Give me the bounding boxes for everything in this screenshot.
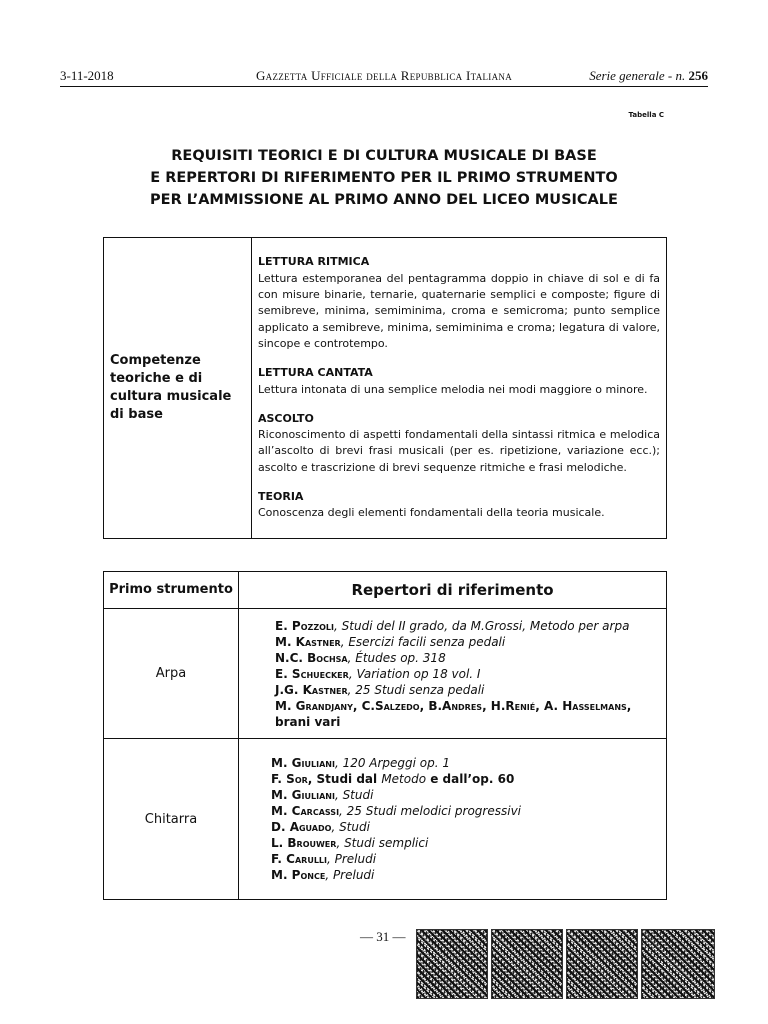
list-item: F. Carulli, Preludi bbox=[271, 852, 377, 866]
section-lettura-cantata bbox=[258, 365, 660, 398]
section-text: Riconoscimento di aspetti fondamentali della sintassi ritmica e melodica all’ascolto di brevi frasi musicali (per es. ripetizione, variazione ecc.); ascolto e trascrizione di brevi sequenze ritmiche e frasi melodiche. bbox=[258, 428, 660, 474]
datamatrix-code-icon bbox=[491, 929, 563, 999]
section-ascolto bbox=[258, 411, 660, 476]
section-teoria bbox=[258, 489, 660, 522]
list-item: D. Aguado, Studi bbox=[271, 820, 370, 834]
serie-label: Serie generale - n. bbox=[589, 68, 686, 83]
header-date: 3-11-2018 bbox=[60, 68, 114, 83]
list-item: F. Sor, Studi dal Metodo e dall’op. 60 bbox=[271, 772, 515, 786]
section-text: Lettura intonata di una semplice melodia nei modi maggiore o minore. bbox=[258, 382, 648, 396]
repertori-table bbox=[103, 571, 667, 900]
title-line-1: REQUISITI TEORICI E DI CULTURA MUSICALE DI BASE bbox=[171, 148, 597, 164]
header-serie bbox=[589, 68, 708, 84]
serie-number: 256 bbox=[688, 68, 708, 83]
document-title bbox=[0, 145, 768, 211]
list-item: N.C. Bochsa, Études op. 318 bbox=[275, 650, 446, 665]
instrument-chitarra: Chitarra bbox=[104, 739, 239, 900]
header-rule bbox=[60, 86, 708, 87]
datamatrix-code-icon bbox=[416, 929, 488, 999]
instrument-arpa: Arpa bbox=[104, 609, 239, 739]
section-heading: TEORIA bbox=[258, 489, 304, 503]
list-item: M. Ponce, Preludi bbox=[271, 868, 375, 882]
list-item: E. Schuecker, Variation op 18 vol. I bbox=[275, 666, 481, 681]
list-item: J.G. Kastner, 25 Studi senza pedali bbox=[275, 682, 485, 697]
title-line-3: PER L’AMMISSIONE AL PRIMO ANNO DEL LICEO MUSICALE bbox=[150, 192, 618, 208]
list-item: M. Kastner, Esercizi facili senza pedali bbox=[275, 634, 506, 649]
competenze-content bbox=[252, 238, 667, 539]
section-text: Lettura estemporanea del pentagramma doppio in chiave di sol e di fa con misure binarie, ternarie, quaternarie semplici e composte; figure di semibreve, minima, semiminima, croma e semicroma; punto semplice applicato a semibreve, minima, semiminima e croma; legatura di valore, sincope e controtempo. bbox=[258, 271, 660, 350]
list-item: E. Pozzoli, Studi del II grado, da M.Grossi, Metodo per arpa bbox=[275, 618, 630, 633]
section-heading: ASCOLTO bbox=[258, 411, 314, 425]
list-item: L. Brouwer, Studi semplici bbox=[271, 836, 429, 850]
page-number: — 31 — bbox=[360, 929, 406, 944]
col-header-strumento: Primo strumento bbox=[104, 572, 239, 609]
list-item: M. Grandjany, C.Salzedo, B.Andres, H.Renié, A. Hasselmans, brani vari bbox=[275, 698, 632, 729]
section-text: Conoscenza degli elementi fondamentali della teoria musicale. bbox=[258, 506, 605, 520]
section-heading: LETTURA CANTATA bbox=[258, 366, 373, 380]
list-item: M. Giuliani, Studi bbox=[271, 788, 374, 802]
section-lettura-ritmica bbox=[258, 254, 660, 352]
header-gazette-title: Gazzetta Ufficiale della Repubblica Italiana bbox=[255, 68, 512, 83]
competenze-label: Competenze teoriche e di cultura musicale di base bbox=[104, 238, 252, 539]
competenze-table bbox=[103, 237, 667, 539]
title-line-2: E REPERTORI DI RIFERIMENTO PER IL PRIMO STRUMENTO bbox=[150, 170, 618, 186]
list-item: M. Carcassi, 25 Studi melodici progressivi bbox=[271, 804, 521, 818]
repertori-arpa bbox=[239, 609, 667, 739]
list-item: M. Giuliani, 120 Arpeggi op. 1 bbox=[271, 756, 451, 770]
datamatrix-code-icon bbox=[566, 929, 638, 999]
datamatrix-code-icon bbox=[641, 929, 715, 999]
repertori-chitarra bbox=[239, 739, 667, 900]
col-header-repertori: Repertori di riferimento bbox=[239, 572, 667, 609]
table-label: Tabella C bbox=[628, 111, 664, 119]
section-heading: LETTURA RITMICA bbox=[258, 255, 370, 269]
